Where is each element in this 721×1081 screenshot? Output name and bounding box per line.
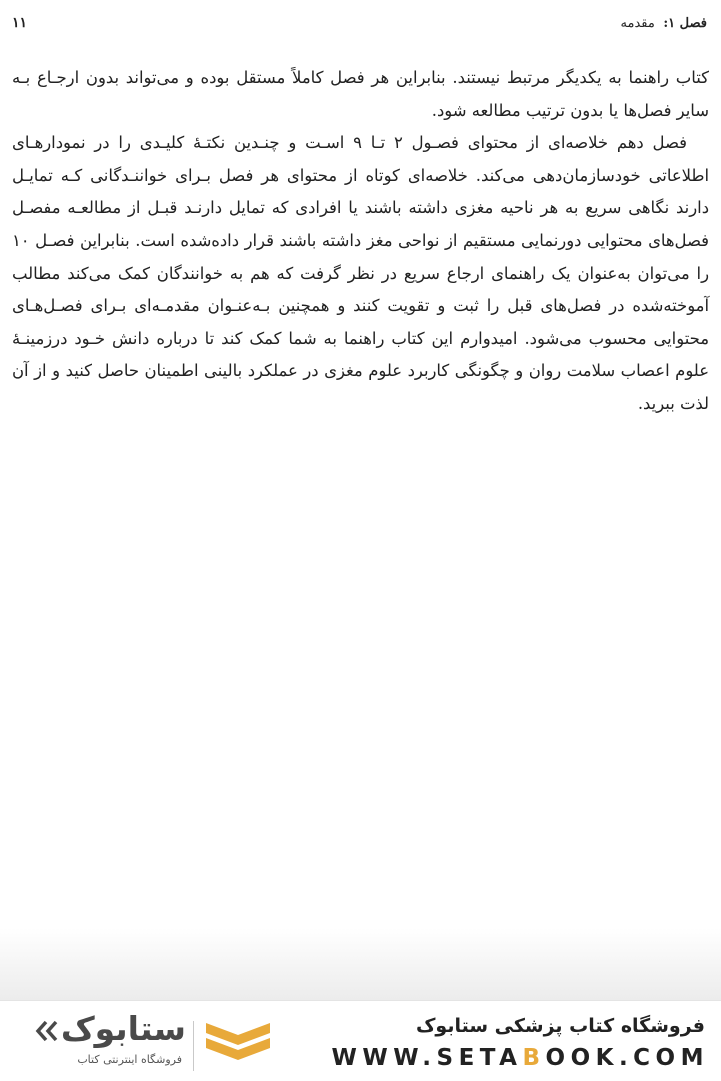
page-bottom-shadow	[0, 928, 721, 1000]
store-name: فروشگاه کتاب پزشکی ستابوک	[415, 1015, 705, 1037]
chapter-label: فصل ۱:	[663, 15, 707, 31]
book-chevrons-icon	[204, 1019, 272, 1065]
page-number: ۱۱	[12, 15, 28, 31]
logo-divider	[193, 1021, 194, 1071]
running-head	[621, 16, 707, 31]
paragraph-continued: کتاب راهنما به یکدیگر مرتبط نیستند. بنابراین هر فصل کاملاً مستقل بوده و می‌تواند بدون ارجـاع بـه سایر فصل‌ها یا بدون ترتیب مطالعه شود.	[12, 68, 709, 120]
url-part-2: OOK.COM	[545, 1045, 709, 1071]
paragraph: فصل دهم خلاصه‌ای از محتوای فصـول ۲ تـا ۹ اسـت و چنـدین نکتـهٔ کلیـدی را در نمودارهـای اطلاعاتی خودسازمان‌دهی می‌کند. خلاصه‌ای کوتاه از محتوای هر فصل بـرای خواننـدگانی کـه تمایـل دارند نگاهی سریع به هر ناحیه مغزی داشته باشند یا افرادی که تمایل دارنـد قبـل از مطالعـه مفصـل فصل‌های محتوایی دورنمایی مستقیم از نواحی مغز داشته باشند قرار داده‌شده است. بنابراین فصـل ۱۰ را می‌توان به‌عنوان یک راهنمای ارجاع سریع در نظر گرفت که هم به خوانندگان کمک می‌کند مطالب آموخته‌شده در فصل‌های قبل را ثبت و تقویت کنند و همچنین بـه‌عنـوان مقدمـه‌ای بـرای فصـل‌هـای محتوایی محسوب می‌شود. امیدوارم این کتاب راهنما به شما کمک کند تا درباره دانش خـود درزمینـهٔ علوم اعصاب سلامت روان و چگونگی کاربرد علوم مغزی در عملکرد بالینی اطمینان حاصل کنید و از آن لذت ببرید.	[12, 133, 709, 413]
double-chevron-left-icon	[34, 1019, 60, 1043]
url-highlight-letter: B	[522, 1045, 546, 1071]
logo-subtitle: فروشگاه اینترنتی کتاب	[77, 1053, 182, 1066]
store-url[interactable]	[332, 1045, 709, 1071]
body-text	[12, 62, 709, 421]
logo-wordmark: ستابوک	[60, 1009, 186, 1048]
section-label: مقدمه	[620, 15, 655, 31]
setabook-logo	[34, 1009, 186, 1073]
url-part-1: WWW.SETA	[331, 1045, 523, 1071]
store-footer-banner	[0, 1000, 721, 1081]
page-header	[12, 12, 707, 34]
